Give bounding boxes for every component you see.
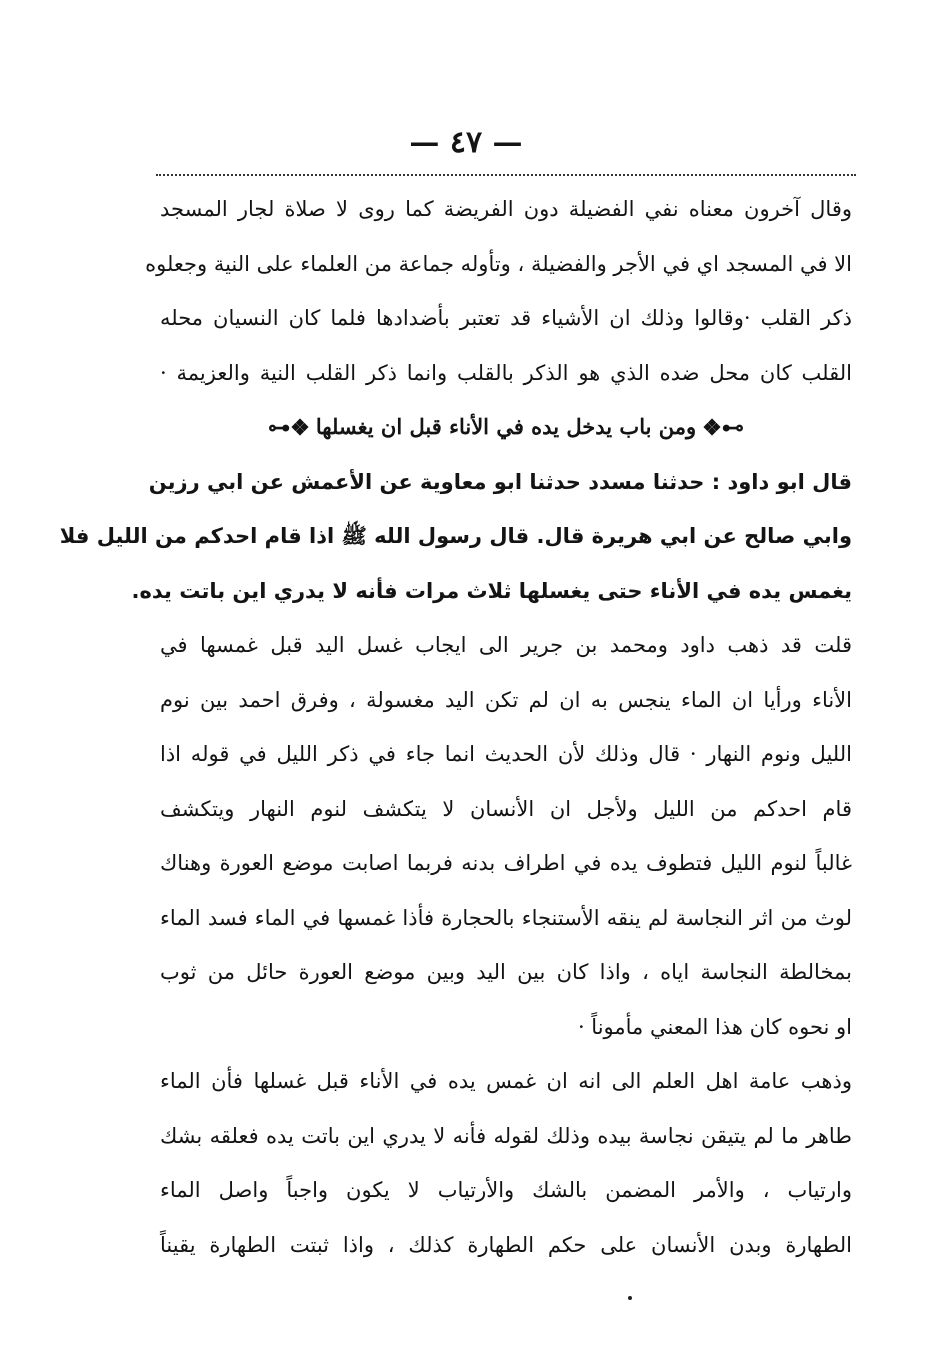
page-body xyxy=(59,182,853,1272)
paragraph-1 xyxy=(145,182,852,400)
header-rule xyxy=(156,174,856,176)
text-line: قال ابو داود : حدثنا مسدد حدثنا ابو معاوية عن الأعمش عن ابي رزين xyxy=(148,469,852,494)
text-line: القلب كان محل ضده الذي هو الذكر بالقلب وانما ذكر القلب النية والعزيمة · xyxy=(160,360,852,385)
text-line: بمخالطة النجاسة اياه ، واذا كان بين اليد وبين موضع العورة حائل من ثوب xyxy=(160,960,852,984)
text-line: الطهارة وبدن الأنسان على حكم الطهارة كذلك ، واذا ثبتت الطهارة يقيناً xyxy=(160,1232,852,1257)
text-line: وقال آخرون معناه نفي الفضيلة دون الفريضة كما روى لا صلاة لجار المسجد xyxy=(160,197,852,221)
text-line: الليل ونوم النهار · قال وذلك لأن الحديث انما جاء في ذكر الليل في قوله اذا xyxy=(160,742,852,766)
paragraph-3 xyxy=(160,1054,852,1272)
page-number: — ٤٧ — xyxy=(409,125,523,160)
text-line: وابي صالح عن ابي هريرة قال. قال رسول الله ﷺ اذا قام احدكم من الليل فلا xyxy=(59,524,852,548)
paragraph-2 xyxy=(160,618,852,1054)
text-line: طاهر ما لم يتيقن نجاسة بيده وذلك لقوله فأنه لا يدري اين باتت يده فعلقه بشك xyxy=(160,1123,853,1148)
text-line: او نحوه كان هذا المعني مأموناً · xyxy=(577,1014,852,1039)
ornament-right-icon: ⊶❖ xyxy=(702,415,744,442)
text-line: غالباً لنوم الليل فتطوف يده في اطراف بدنه فربما اصابت موضع العورة وهناك xyxy=(160,851,852,875)
ornament-left-icon: ❖⊷ xyxy=(268,415,310,442)
text-line: قام احدكم من الليل ولأجل ان الأنسان لا يتكشف لنوم النهار ويتكشف xyxy=(160,796,852,821)
page-dot xyxy=(628,1296,632,1300)
text-line: وارتياب ، والأمر المضمن بالشك والأرتياب لا يكون واجباً واصل الماء xyxy=(160,1178,852,1202)
hadith-text xyxy=(59,455,852,619)
text-line: ذكر القلب ·وقالوا وذلك ان الأشياء قد تعتبر بأضدادها فلما كان النسيان محله xyxy=(160,306,852,330)
text-line: لوث من اثر النجاسة لم ينقه الأستنجاء بالحجارة فأذا غمسها في الماء فسد الماء xyxy=(160,905,852,930)
chapter-heading xyxy=(160,400,852,455)
text-line: قلت قد ذهب داود ومحمد بن جرير الى ايجاب غسل اليد قبل غمسها في xyxy=(160,633,852,657)
chapter-heading-text: ومن باب يدخل يده في الأناء قبل ان يغسلها xyxy=(315,414,697,439)
text-line: الا في المسجد اي في الأجر والفضيلة ، وتأوله جماعة من العلماء على النية وجعلوه xyxy=(145,251,852,276)
text-line: يغمس يده في الأناء حتى يغسلها ثلاث مرات فأنه لا يدري اين باتت يده. xyxy=(131,578,852,603)
text-line: وذهب عامة اهل العلم الى انه ان غمس يده في الأناء قبل غسلها فأن الماء xyxy=(160,1069,852,1093)
text-line: الأناء ورأيا ان الماء ينجس به ان لم تكن اليد مغسولة ، وفرق احمد بين نوم xyxy=(160,687,852,712)
